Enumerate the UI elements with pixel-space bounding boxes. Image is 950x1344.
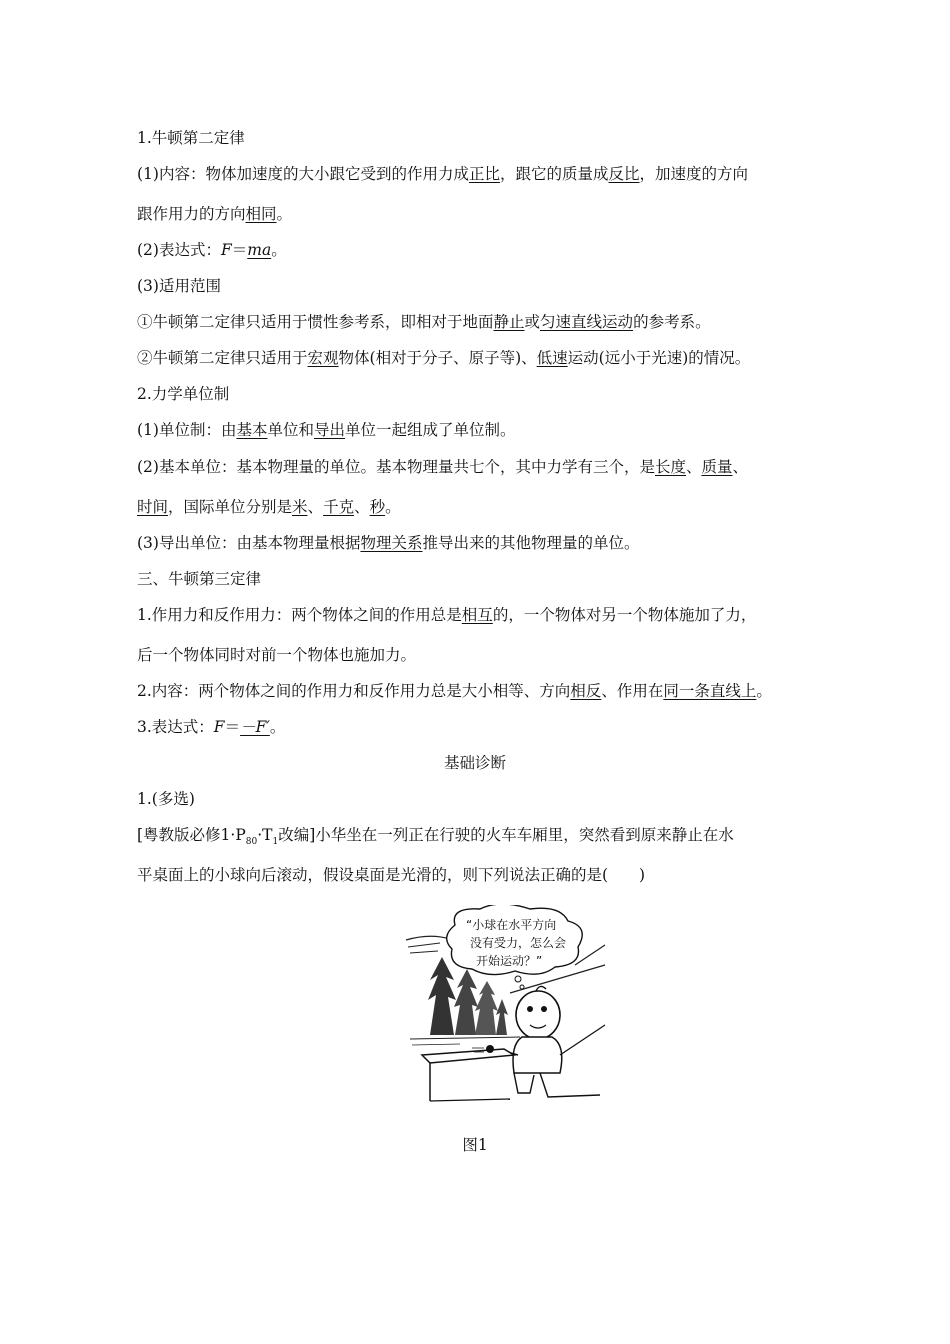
answer-blank: 长度 xyxy=(654,458,686,476)
law3-item1-line1: 1.作用力和反作用力：两个物体之间的作用总是相互的，一个物体对另一个物体施加了力， xyxy=(137,606,757,624)
answer-blank: 匀速直线运动 xyxy=(540,313,634,331)
answer-blank: 低速 xyxy=(536,349,568,367)
answer-blank: ma xyxy=(247,241,272,259)
answer-blank: 相同 xyxy=(245,205,277,223)
law3-item2: 2.内容：两个物体之间的作用力和反作用力总是大小相等、方向相反、作用在同一条直线上。 xyxy=(137,682,772,700)
answer-blank: 静止 xyxy=(493,313,525,331)
answer-blank: 相互 xyxy=(461,606,493,624)
units-basic-line2: 时间，国际单位分别是米、千克、秒。 xyxy=(137,498,401,516)
answer-blank: 宏观 xyxy=(307,349,339,367)
answer-blank: 相反 xyxy=(570,682,602,700)
question-stem-line2: 平桌面上的小球向后滚动，假设桌面是光滑的，则下列说法正确的是( ) xyxy=(137,866,646,884)
answer-blank: 导出 xyxy=(314,421,346,439)
answer-blank: 正比 xyxy=(468,165,500,183)
answer-blank: 质量 xyxy=(701,458,733,476)
bubble-line2: 没有受力，怎么会 xyxy=(470,936,567,950)
units-heading: 2.力学单位制 xyxy=(137,385,230,403)
law2-expression: (2)表达式：F＝ma。 xyxy=(137,241,287,259)
law2-scope-item1: ①牛顿第二定律只适用于惯性参考系，即相对于地面静止或匀速直线运动的参考系。 xyxy=(137,313,711,331)
units-derived: (3)导出单位：由基本物理量根据物理关系推导出来的其他物理量的单位。 xyxy=(137,534,640,552)
answer-blank: 反比 xyxy=(608,165,640,183)
law3-heading: 三、牛顿第三定律 xyxy=(137,570,262,588)
section-title: 基础诊断 xyxy=(443,754,506,772)
answer-blank: 同一条直线上 xyxy=(663,682,757,700)
question-number: 1.(多选) xyxy=(137,790,195,808)
law2-scope-item2: ②牛顿第二定律只适用于宏观物体(相对于分子、原子等)、低速运动(远小于光速)的情况。 xyxy=(137,349,751,367)
answer-blank: 秒 xyxy=(369,498,386,516)
answer-blank: 米 xyxy=(292,498,308,516)
answer-blank: －F′ xyxy=(240,718,270,736)
cartoon-illustration xyxy=(400,905,610,1105)
units-basic-line1: (2)基本单位：基本物理量的单位。基本物理量共七个，其中力学有三个，是长度、质量、 xyxy=(137,458,749,476)
answer-blank: 基本 xyxy=(236,421,268,439)
cartoon-figure xyxy=(400,905,610,1105)
units-system: (1)单位制：由基本单位和导出单位一起组成了单位制。 xyxy=(137,421,516,439)
figure-caption: 图1 xyxy=(462,1136,488,1154)
answer-blank: 时间 xyxy=(137,498,169,516)
law2-content-line1: (1)内容：物体加速度的大小跟它受到的作用力成正比，跟它的质量成反比，加速度的方向 xyxy=(137,165,749,183)
answer-blank: 物理关系 xyxy=(360,534,423,552)
law2-content-line2: 跟作用力的方向相同。 xyxy=(137,205,293,223)
law3-item1-line2: 后一个物体同时对前一个物体也施加力。 xyxy=(137,646,417,664)
question-stem-line1: [粤教版必修$1\cdot P_{80}\cdot T_1$改编]小华坐在一列正在行驶的火车车厢里，突然看到原来静止在水 xyxy=(137,826,734,848)
bubble-line3: 开始运动？” xyxy=(476,954,543,968)
law2-heading: 1.牛顿第二定律 xyxy=(137,129,245,147)
law3-item3: 3.表达式：F＝－F′。 xyxy=(137,718,286,736)
bubble-line1: “小球在水平方向 xyxy=(466,918,557,932)
answer-blank: 千克 xyxy=(323,498,355,516)
law2-scope-heading: (3)适用范围 xyxy=(137,277,221,295)
